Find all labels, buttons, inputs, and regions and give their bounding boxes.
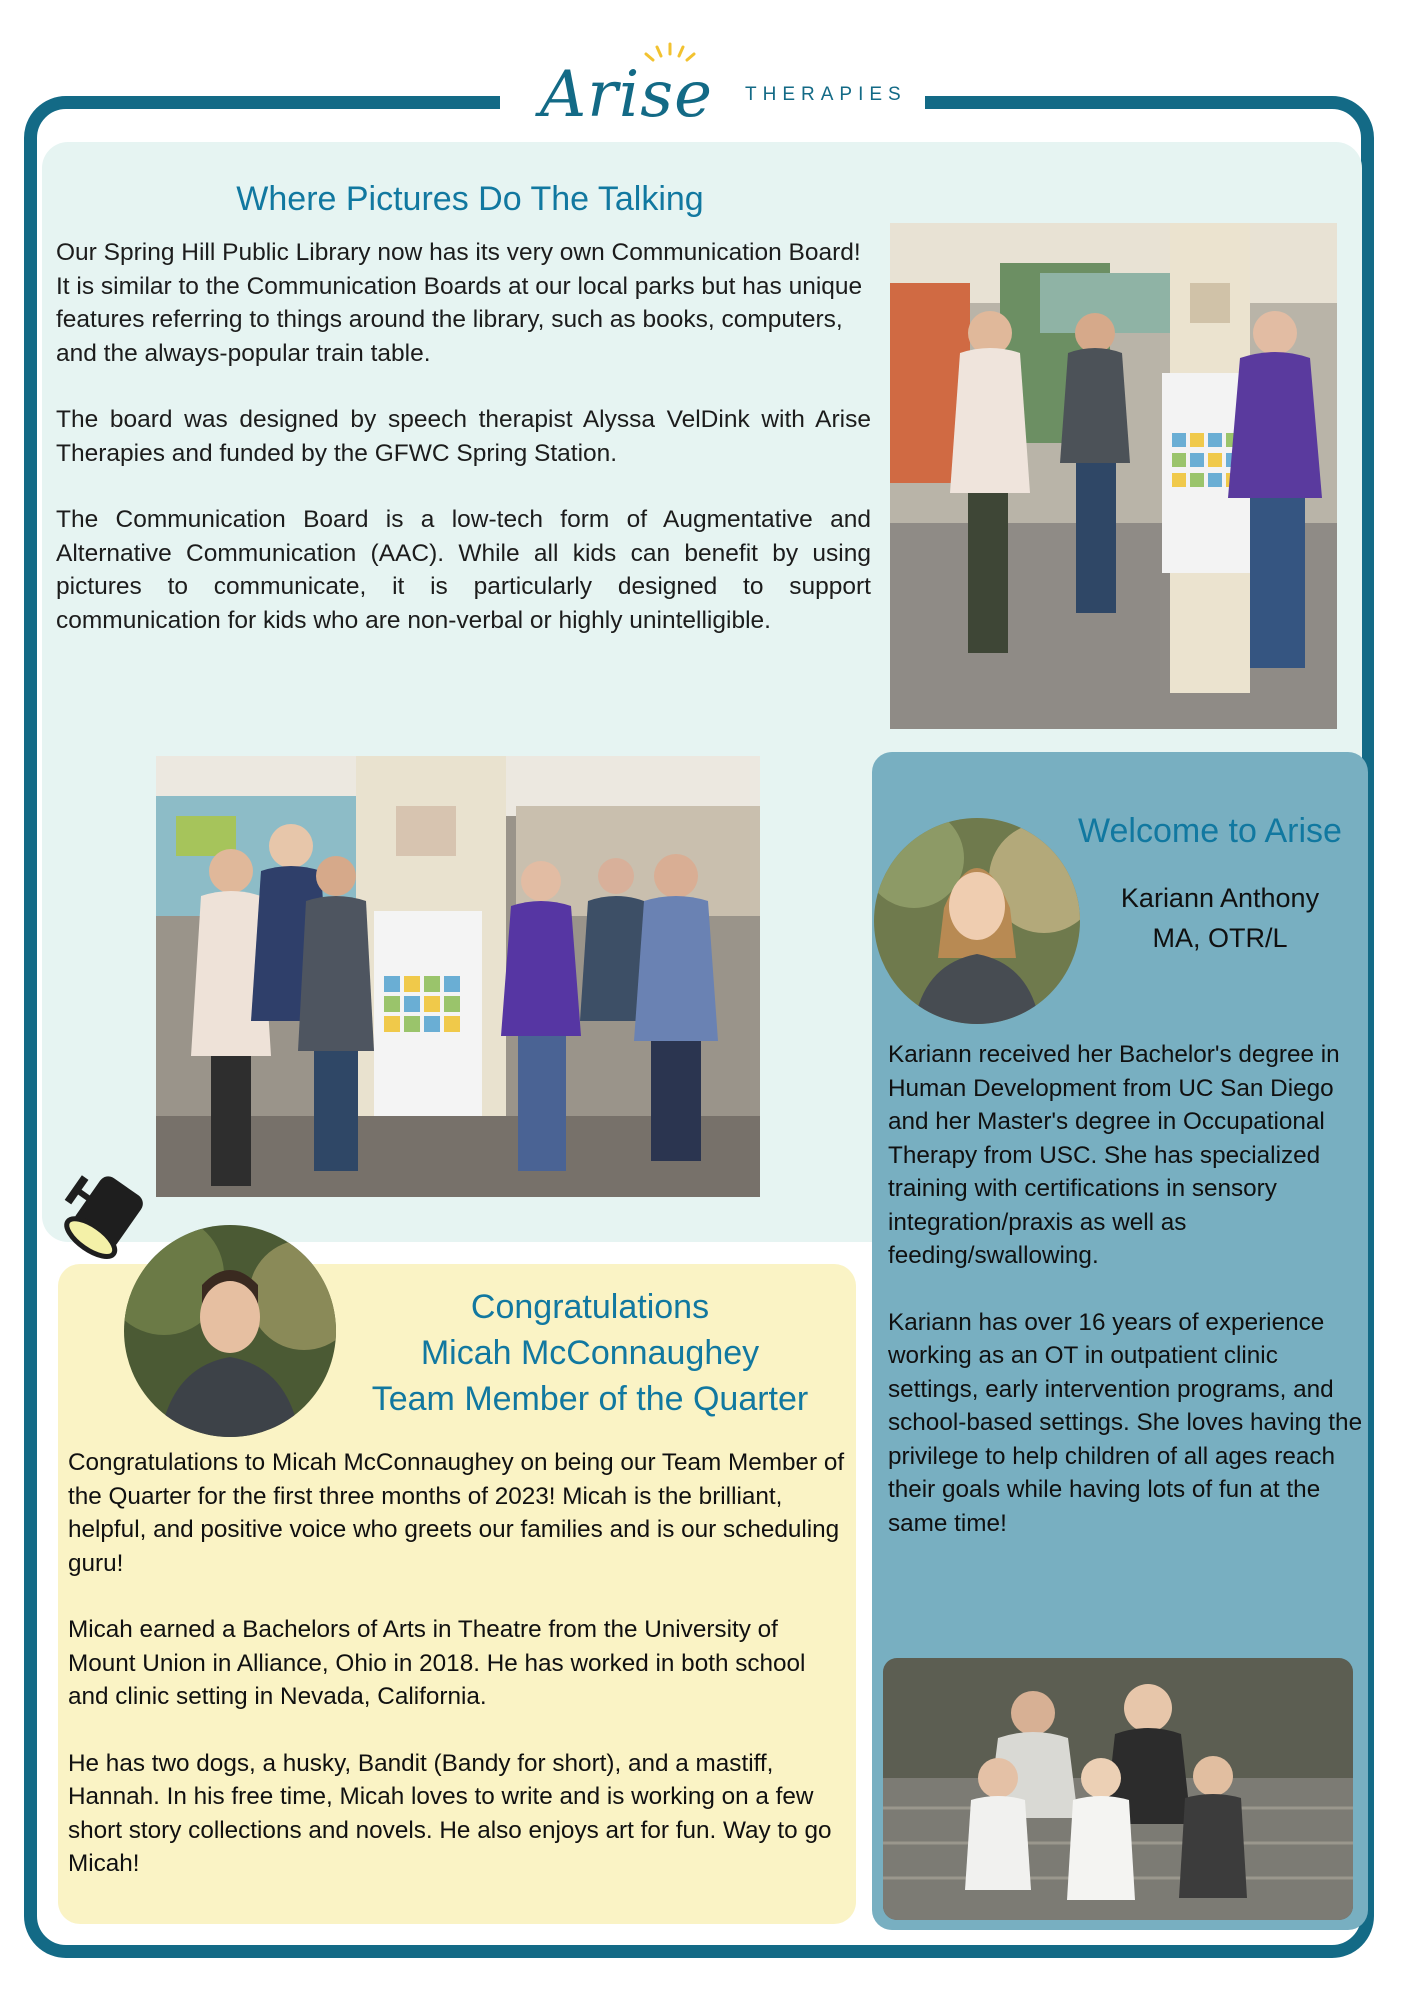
congrats-line: Team Member of the Quarter (371, 1380, 809, 1418)
logo-subtitle: THERAPIES (745, 84, 907, 105)
kariann-credentials: MA, OTR/L (1152, 923, 1288, 953)
micah-paragraph: Congratulations to Micah McConnaughey on being our Team Member of the Quarter for the first three months of 2023! Micah is the brilliant, helpful, and positive voice who greets our families and is our scheduling guru! (68, 1449, 845, 1577)
kariann-family-photo (883, 1658, 1353, 1920)
pictures-paragraph: The board was designed by speech therapist Alyssa VelDink with Arise Therapies and funded by the GFWC Spring Station. (56, 406, 871, 467)
kariann-name-block (1090, 878, 1350, 958)
arise-logo (540, 40, 940, 130)
micah-portrait (124, 1225, 336, 1437)
library-group-photo (156, 756, 760, 1197)
pictures-paragraph: The Communication Board is a low-tech form of Augmentative and Alternative Communication (AAC). While all kids can benefit by using pictures to communicate, it is particularly designed to support communication for kids who are non-verbal or highly unintelligible. (56, 506, 871, 634)
micah-paragraph: He has two dogs, a husky, Bandit (Bandy for short), and a mastiff, Hannah. In his free time, Micah loves to write and is working on a few short story collections and novels. He also enjoys art for fun. Way to go Micah! (68, 1749, 832, 1877)
pictures-article (56, 236, 871, 670)
pictures-title: Where Pictures Do The Talking (236, 180, 704, 218)
kariann-name: Kariann Anthony (1120, 883, 1320, 913)
welcome-title: Welcome to Arise (1078, 812, 1342, 850)
spotlight-icon (54, 1160, 164, 1270)
kariann-paragraph: Kariann received her Bachelor's degree in Human Development from UC San Diego and her Master's degree in Occupational Therapy from USC. She has specialized training with certifications in sensory integration/praxis as well as feeding/swallowing. (888, 1041, 1340, 1269)
congrats-title (330, 1284, 850, 1422)
kariann-paragraph: Kariann has over 16 years of experience working as an OT in outpatient clinic settings, early intervention programs, and school-based settings. She loves having the privilege to help children of all ages reach their goals while having lots of fun at the same time! (888, 1308, 1363, 1537)
kariann-bio (888, 1038, 1368, 1573)
micah-article (68, 1446, 848, 1914)
pictures-paragraph: Our Spring Hill Public Library now has its very own Communication Board! It is similar to the Communication Boards at our local parks but has unique features referring to things around the library, such as books, computers, and the always-popular train table. (56, 239, 863, 367)
library-photo-three-women (890, 223, 1337, 729)
congrats-line: Micah McConnaughey (420, 1334, 760, 1372)
congrats-line: Congratulations (470, 1288, 710, 1326)
logo-word: Arise (540, 58, 713, 132)
micah-paragraph: Micah earned a Bachelors of Arts in Theatre from the University of Mount Union in Alliance, Ohio in 2018. He has worked in both school and clinic setting in Nevada, California. (68, 1616, 806, 1710)
